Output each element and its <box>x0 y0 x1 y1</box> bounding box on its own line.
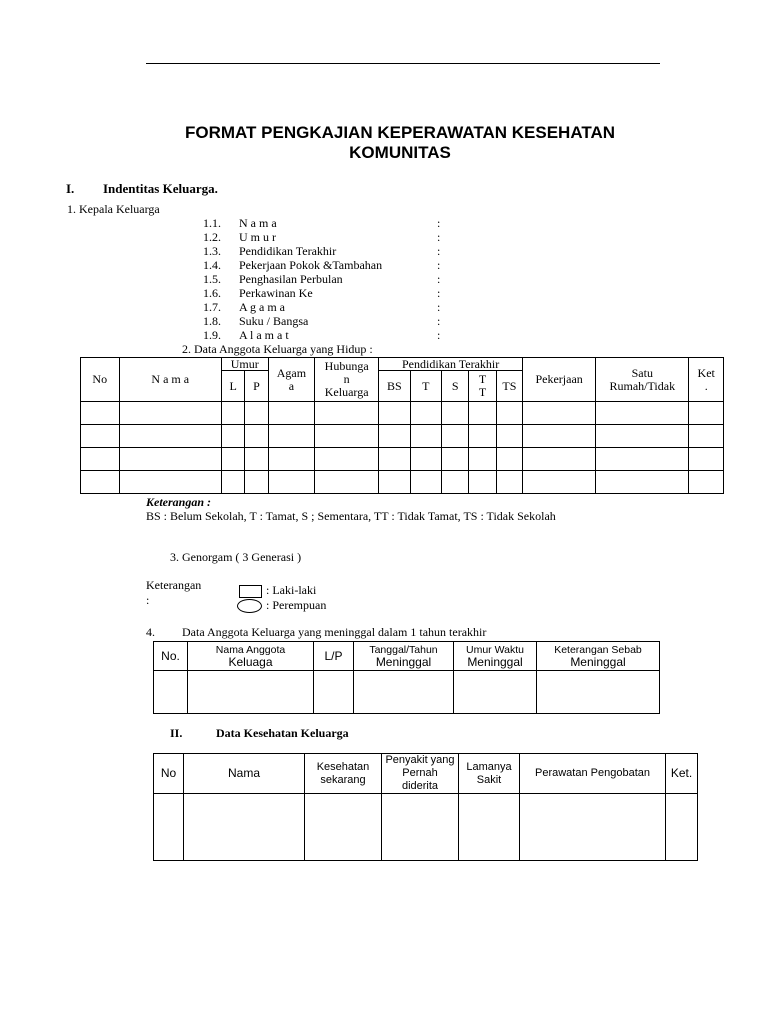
table-cell[interactable] <box>268 402 315 425</box>
item-number: 1.4. <box>203 258 221 272</box>
table-cell[interactable] <box>221 471 244 494</box>
item-colon: : <box>437 286 441 300</box>
col-ket: Ket. <box>666 754 698 794</box>
col-s: S <box>441 371 468 402</box>
item-number: 1.9. <box>203 328 221 342</box>
table-cell[interactable] <box>315 425 379 448</box>
table-cell[interactable] <box>666 794 698 861</box>
table-cell[interactable] <box>459 794 520 861</box>
col-agama <box>268 358 315 402</box>
title-line-2: KOMUNITAS <box>349 143 451 162</box>
table-cell[interactable] <box>221 448 244 471</box>
genogram-keterangan-label: Keterangan <box>146 578 202 592</box>
table-row <box>154 794 698 861</box>
col-ket-line2: . <box>704 378 708 393</box>
col-hubungan <box>315 358 379 402</box>
table-cell[interactable] <box>305 794 382 861</box>
item-label: Perkawinan Ke <box>239 286 313 300</box>
item-colon: : <box>437 230 441 244</box>
table-cell[interactable] <box>119 402 221 425</box>
col-nama: N a m a <box>119 358 221 402</box>
col-perawatan: Perawatan Pengobatan <box>520 754 666 794</box>
col-p: P <box>245 371 268 402</box>
table-cell[interactable] <box>496 402 522 425</box>
col-umur-line2: Meninggal <box>467 654 523 669</box>
col-nama-line2: Keluaga <box>228 654 273 669</box>
table-cell[interactable] <box>315 402 379 425</box>
table-cell[interactable] <box>268 425 315 448</box>
item-number: 1.5. <box>203 272 221 286</box>
col-penyakit-line1: Penyakit yang <box>385 754 455 766</box>
col-keterangan-sebab <box>537 642 660 671</box>
table-cell[interactable] <box>154 671 188 714</box>
item-label: A l a m a t <box>239 328 289 342</box>
table-cell[interactable] <box>689 448 724 471</box>
meninggal-number: 4. <box>146 625 155 639</box>
table-cell[interactable] <box>523 471 596 494</box>
table-cell[interactable] <box>119 425 221 448</box>
table-cell[interactable] <box>379 425 410 448</box>
table-cell[interactable] <box>441 425 468 448</box>
table-cell[interactable] <box>523 448 596 471</box>
col-satu-line1: Satu <box>631 365 653 380</box>
table-cell[interactable] <box>245 425 268 448</box>
table-cell[interactable] <box>410 425 441 448</box>
table-cell[interactable] <box>469 425 496 448</box>
col-ket-line1: Keterangan Sebab <box>554 643 642 656</box>
table-cell[interactable] <box>354 671 454 714</box>
col-t: T <box>410 371 441 402</box>
col-penyakit <box>382 754 459 794</box>
item-colon: : <box>437 244 441 258</box>
col-lamanya <box>459 754 520 794</box>
meninggal-heading: Data Anggota Keluarga yang meninggal dalam 1 tahun terakhir <box>182 625 487 639</box>
section1-title: Indentitas Keluarga. <box>103 181 218 196</box>
col-kesehatan-line1: Kesehatan <box>316 760 370 773</box>
table-cell[interactable] <box>410 471 441 494</box>
item-colon: : <box>437 258 441 272</box>
anggota-keluarga-table <box>80 357 724 494</box>
item-number: 1.2. <box>203 230 221 244</box>
table-cell[interactable] <box>81 402 120 425</box>
table-cell[interactable] <box>410 402 441 425</box>
table-row <box>154 671 660 714</box>
table-cell[interactable] <box>523 402 596 425</box>
table-cell[interactable] <box>382 794 459 861</box>
top-rule <box>146 63 660 64</box>
col-satu-line2: Rumah/Tidak <box>609 378 676 393</box>
table-cell[interactable] <box>119 471 221 494</box>
table-row <box>81 402 724 425</box>
table-cell[interactable] <box>315 471 379 494</box>
table-cell[interactable] <box>119 448 221 471</box>
table-cell[interactable] <box>81 471 120 494</box>
col-nama-anggota <box>188 642 314 671</box>
col-nama: Nama <box>184 754 305 794</box>
table-cell[interactable] <box>596 402 689 425</box>
genogram-heading: 3. Genorgam ( 3 Generasi ) <box>170 550 302 564</box>
item-colon: : <box>437 272 441 286</box>
table-cell[interactable] <box>496 471 522 494</box>
item-label: A g a m a <box>239 300 285 314</box>
table-cell[interactable] <box>441 402 468 425</box>
kepala-keluarga-label: 1. Kepala Keluarga <box>67 202 160 216</box>
col-lp: L/P <box>314 642 354 671</box>
col-ket-line1: Ket <box>697 365 715 380</box>
col-pendidikan: Pendidikan Terakhir <box>379 358 523 371</box>
female-label: : Perempuan <box>266 598 327 612</box>
table-cell[interactable] <box>441 448 468 471</box>
col-umur: Umur <box>221 358 268 371</box>
table-cell[interactable] <box>245 471 268 494</box>
col-kesehatan <box>305 754 382 794</box>
col-tt <box>469 371 496 402</box>
col-no: No <box>154 754 184 794</box>
keterangan-label: Keterangan : <box>146 495 212 509</box>
section2-title: Data Kesehatan Keluarga <box>216 726 349 740</box>
table-cell[interactable] <box>221 425 244 448</box>
table-header-row <box>154 754 698 794</box>
col-lamanya-line1: Lamanya <box>466 760 512 773</box>
table-cell[interactable] <box>410 448 441 471</box>
table-cell[interactable] <box>315 448 379 471</box>
keterangan-text: BS : Belum Sekolah, T : Tamat, S ; Sementara, TT : Tidak Tamat, TS : Tidak Sekolah <box>146 509 556 523</box>
table-cell[interactable] <box>188 671 314 714</box>
item-label: Suku / Bangsa <box>239 314 309 328</box>
female-symbol-icon <box>237 599 262 613</box>
col-hubungan-line3: Keluarga <box>324 385 369 399</box>
table-cell[interactable] <box>496 425 522 448</box>
item-colon: : <box>437 216 441 230</box>
table-cell[interactable] <box>596 448 689 471</box>
table-cell[interactable] <box>689 471 724 494</box>
data-anggota-heading: 2. Data Anggota Keluarga yang Hidup : <box>182 342 373 356</box>
table-header-row <box>81 358 724 371</box>
table-cell[interactable] <box>689 402 724 425</box>
col-nama-line1: Nama Anggota <box>215 643 286 656</box>
table-row <box>81 425 724 448</box>
anggota-meninggal-table <box>153 641 660 714</box>
table-cell[interactable] <box>379 471 410 494</box>
col-tt-line2: T <box>478 385 487 399</box>
table-cell[interactable] <box>596 471 689 494</box>
table-cell[interactable] <box>537 671 660 714</box>
table-cell[interactable] <box>523 425 596 448</box>
item-label: N a m a <box>239 216 277 230</box>
table-cell[interactable] <box>245 402 268 425</box>
item-label: Pekerjaan Pokok &Tambahan <box>239 258 383 272</box>
col-no: No. <box>154 642 188 671</box>
table-cell[interactable] <box>469 402 496 425</box>
genogram-keterangan-colon: : <box>146 593 150 607</box>
table-row <box>81 471 724 494</box>
title-line-1: FORMAT PENGKAJIAN KEPERAWATAN KESEHATAN <box>184 123 616 142</box>
table-cell[interactable] <box>268 471 315 494</box>
section1-number: I. <box>66 181 75 196</box>
table-row <box>81 448 724 471</box>
table-cell[interactable] <box>469 471 496 494</box>
item-number: 1.1. <box>203 216 221 230</box>
col-kesehatan-line2: sekarang <box>320 773 366 786</box>
item-number: 1.6. <box>203 286 221 300</box>
col-pekerjaan: Pekerjaan <box>523 358 596 402</box>
col-penyakit-line2: Pernah <box>402 767 438 779</box>
col-agama-line2: a <box>288 378 295 393</box>
section2-number: II. <box>170 726 183 740</box>
item-colon: : <box>437 314 441 328</box>
item-label: Penghasilan Perbulan <box>239 272 343 286</box>
col-penyakit-line3: diderita <box>401 780 439 792</box>
col-tt-line1: T <box>478 372 487 386</box>
table-header-row <box>154 642 660 671</box>
table-cell[interactable] <box>520 794 666 861</box>
item-number: 1.7. <box>203 300 221 314</box>
table-cell[interactable] <box>81 448 120 471</box>
col-bs: BS <box>379 371 410 402</box>
male-symbol-icon <box>239 585 262 598</box>
table-cell[interactable] <box>221 402 244 425</box>
item-number: 1.8. <box>203 314 221 328</box>
item-label: U m u r <box>239 230 276 244</box>
table-cell[interactable] <box>689 425 724 448</box>
table-cell[interactable] <box>268 448 315 471</box>
col-ket-line2: Meninggal <box>570 654 626 669</box>
item-number: 1.3. <box>203 244 221 258</box>
col-tanggal-line2: Meninggal <box>375 654 432 669</box>
table-cell[interactable] <box>441 471 468 494</box>
male-label: : Laki-laki <box>266 583 317 597</box>
col-l: L <box>221 371 244 402</box>
col-tanggal-line1: Tanggal/Tahun <box>369 643 438 656</box>
col-lamanya-line2: Sakit <box>476 773 502 786</box>
table-cell[interactable] <box>596 425 689 448</box>
col-umur-waktu <box>454 642 537 671</box>
table-cell[interactable] <box>184 794 305 861</box>
item-colon: : <box>437 328 441 342</box>
col-hubungan-line2: n <box>343 372 350 386</box>
item-colon: : <box>437 300 441 314</box>
col-ts: TS <box>496 371 522 402</box>
col-tanggal <box>354 642 454 671</box>
table-cell[interactable] <box>379 402 410 425</box>
col-no: No <box>81 358 120 402</box>
col-hubungan-line1: Hubunga <box>324 359 369 373</box>
table-cell[interactable] <box>314 671 354 714</box>
col-satu-rumah <box>596 358 689 402</box>
col-ket <box>689 358 724 402</box>
table-cell[interactable] <box>81 425 120 448</box>
table-cell[interactable] <box>454 671 537 714</box>
table-cell[interactable] <box>496 448 522 471</box>
item-label: Pendidikan Terakhir <box>239 244 337 258</box>
table-cell[interactable] <box>469 448 496 471</box>
table-cell[interactable] <box>379 448 410 471</box>
table-cell[interactable] <box>245 448 268 471</box>
col-agama-line1: Agam <box>276 365 307 380</box>
table-cell[interactable] <box>154 794 184 861</box>
kesehatan-keluarga-table <box>153 753 698 861</box>
col-umur-line1: Umur Waktu <box>466 643 524 656</box>
